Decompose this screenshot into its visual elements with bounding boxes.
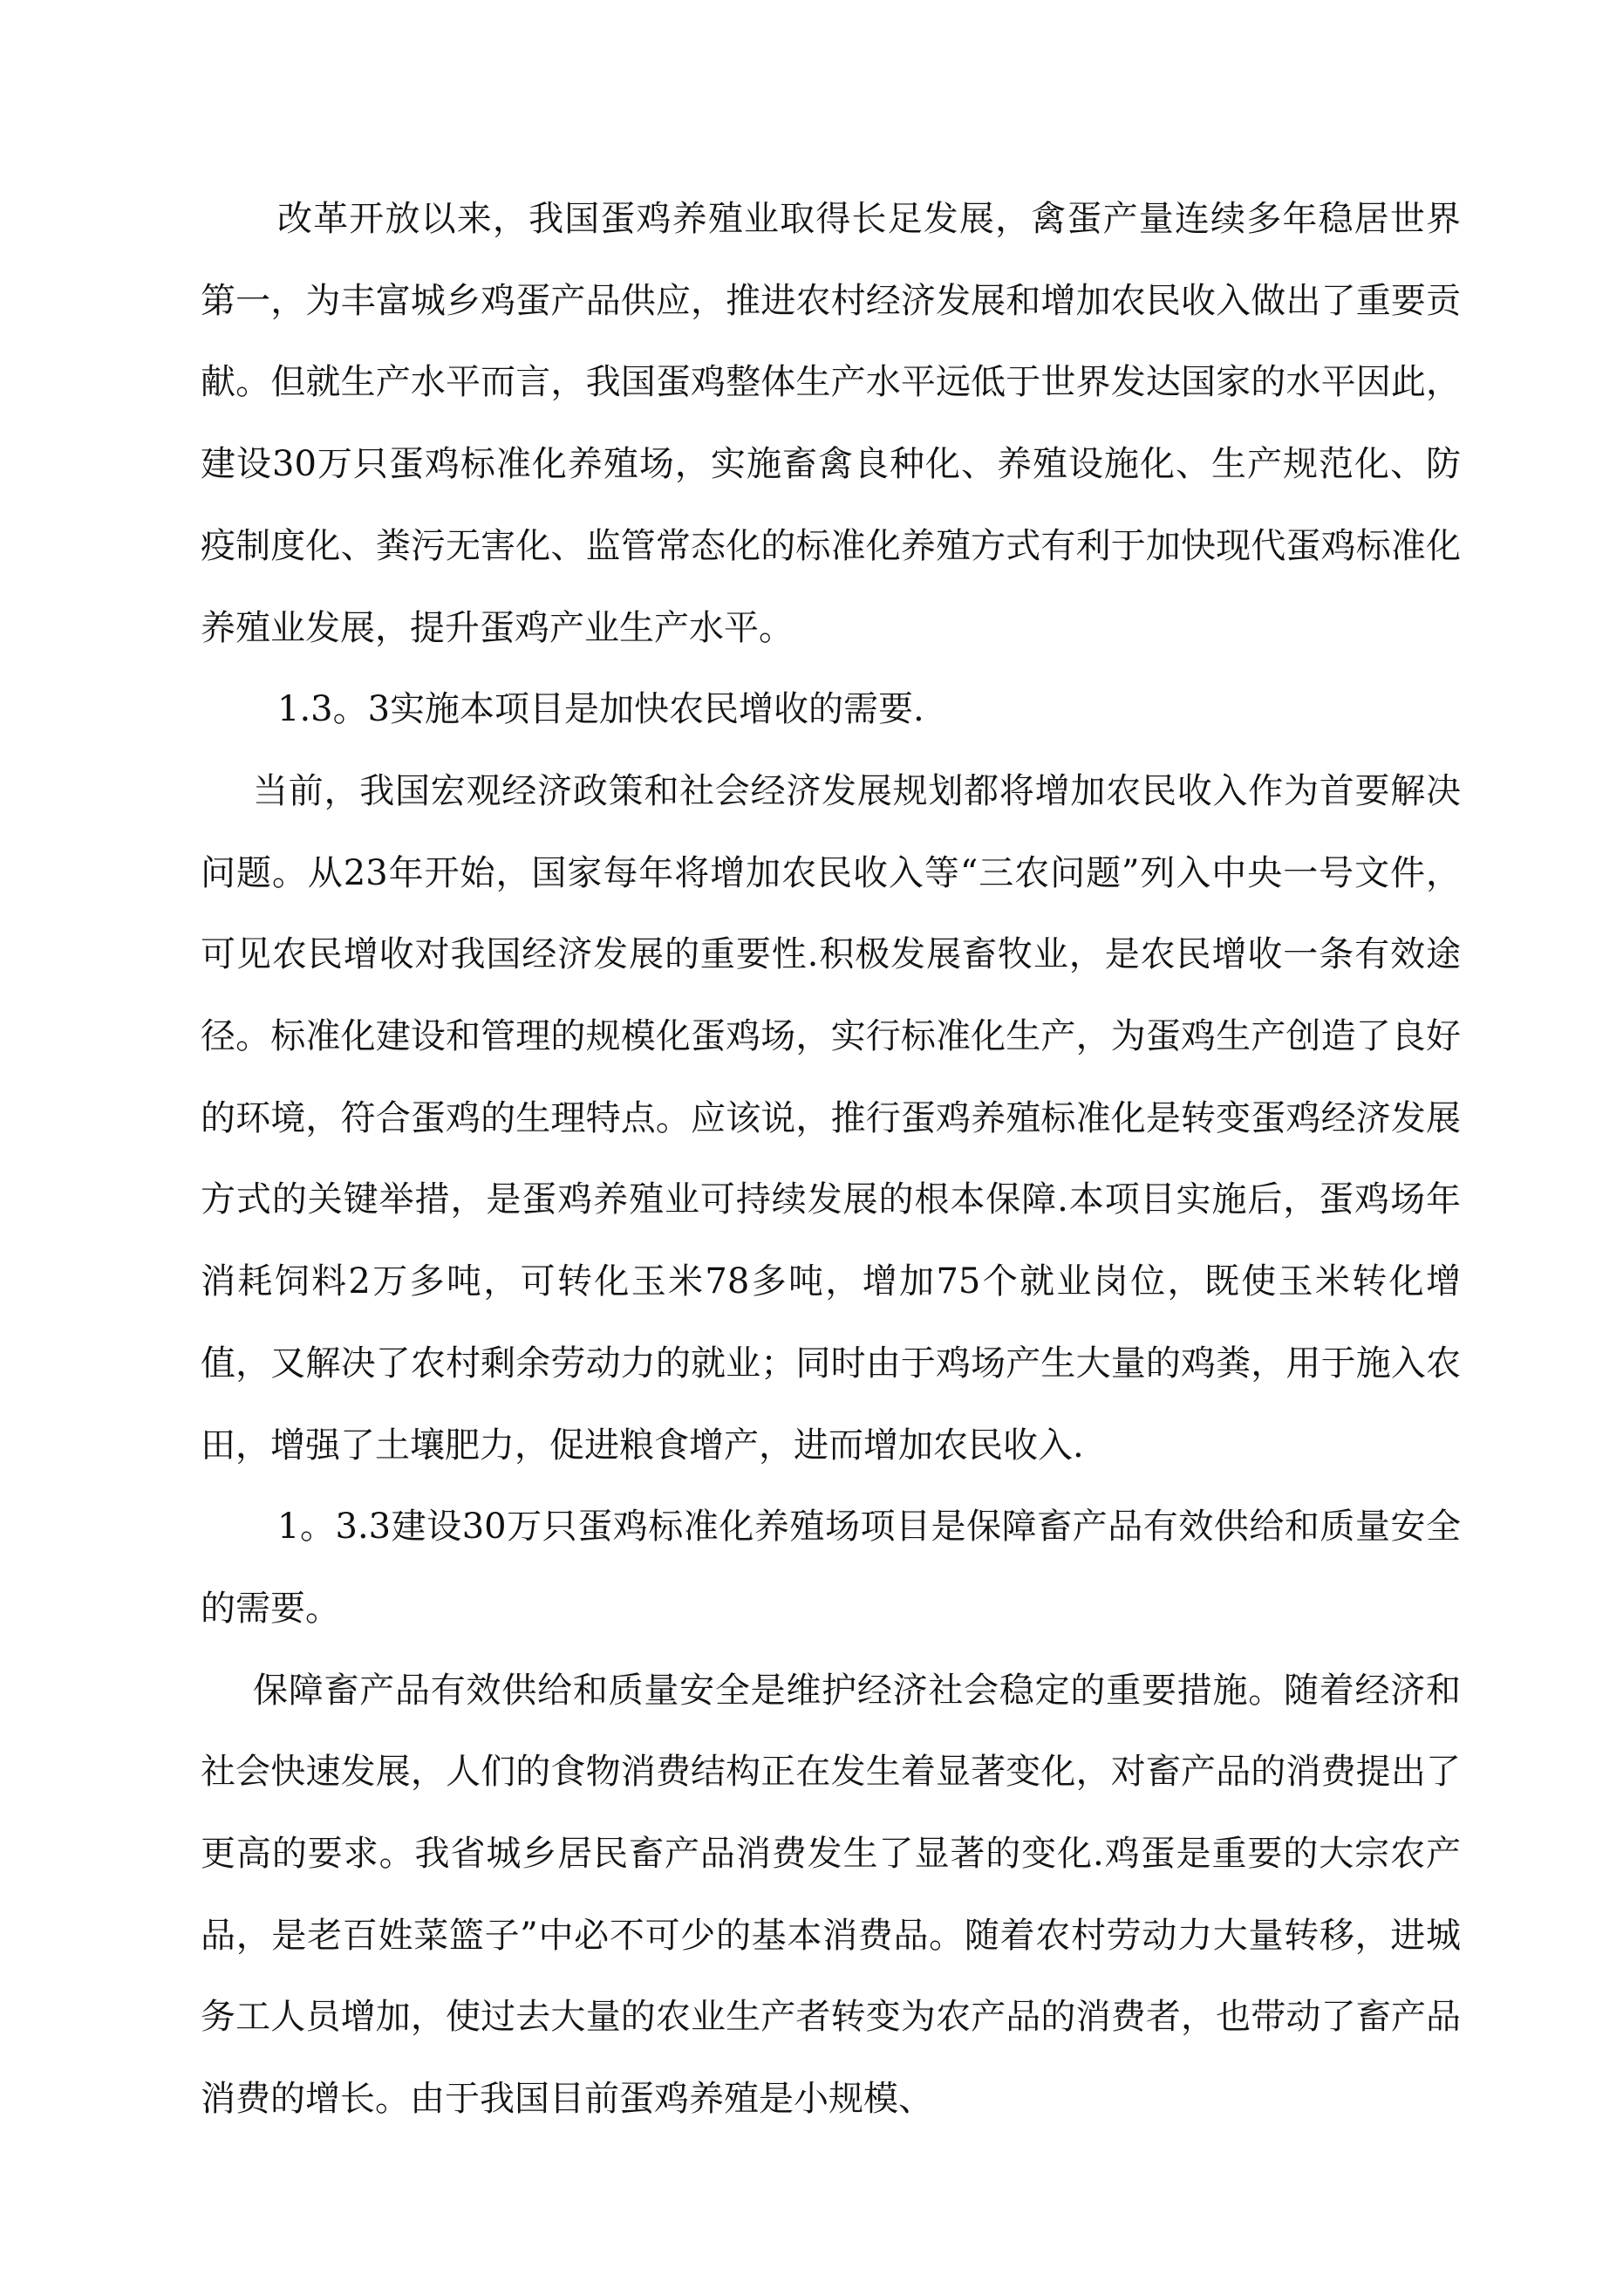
paragraph-supply-safety: 保障畜产品有效供给和质量安全是维护经济社会稳定的重要措施。随着经济和社会快速发展，人们的食物消费结构正在发生着显著变化，对畜产品的消费提出了更高的要求。我省城乡居民畜产品消费发生了显著的变化.鸡蛋是重要的大宗农产品，是老百姓菜篮子”中必不可少的基本消费品。随着农村劳动力大量转移，进城务工人员增加，使过去大量的农业生产者转变为农产品的消费者，也带动了畜产品消费的增长。由于我国目前蛋鸡养殖是小规模、: [201, 1670, 1461, 2120]
section-heading-1-3-3-supply-safety: 1。3.3建设30万只蛋鸡标准化养殖场项目是保障畜产品有效供给和质量安全的需要。: [201, 1507, 1461, 1629]
paragraph-intro: 改革开放以来，我国蛋鸡养殖业取得长足发展，禽蛋产量连续多年稳居世界第一，为丰富城乡鸡蛋产品供应，推进农村经济发展和增加农民收入做出了重要贡献。但就生产水平而言，我国蛋鸡整体生产水平远低于世界发达国家的水平因此，建设30万只蛋鸡标准化养殖场，实施畜禽良种化、养殖设施化、生产规范化、防疫制度化、粪污无害化、监管常态化的标准化养殖方式有利于加快现代蛋鸡标准化养殖业发展，提升蛋鸡产业生产水平。: [201, 199, 1461, 648]
document-body: [201, 179, 1461, 2141]
section-heading-1-3-3-farmer-income: 1.3。3实施本项目是加快农民增收的需要.: [277, 689, 924, 730]
paragraph-farmer-income: 当前，我国宏观经济政策和社会经济发展规划都将增加农民收入作为首要解决问题。从23年开始，国家每年将增加农民收入等“三农问题”列入中央一号文件，可见农民增收对我国经济发展的重要性.积极发展畜牧业，是农民增收一条有效途径。标准化建设和管理的规模化蛋鸡场，实行标准化生产，为蛋鸡生产创造了良好的环境，符合蛋鸡的生理特点。应该说，推行蛋鸡养殖标准化是转变蛋鸡经济发展方式的关键举措，是蛋鸡养殖业可持续发展的根本保障.本项目实施后，蛋鸡场年消耗饲料2万多吨，可转化玉米78多吨，增加75个就业岗位，既使玉米转化增值，又解决了农村剩余劳动力的就业；同时由于鸡场产生大量的鸡粪，用于施入农田，增强了土壤肥力，促进粮食增产，进而增加农民收入.: [201, 770, 1461, 1466]
